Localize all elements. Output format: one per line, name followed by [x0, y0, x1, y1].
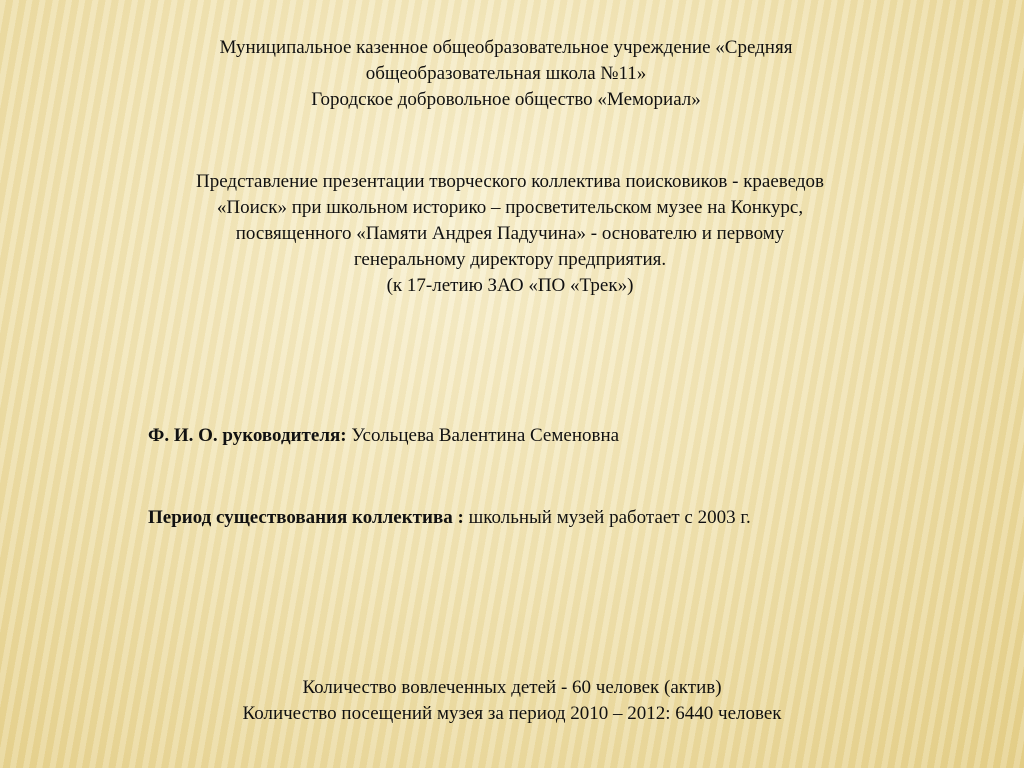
presentation-line: (к 17-летию ЗАО «ПО «Трек») [386, 275, 634, 296]
institution-header [0, 35, 1018, 113]
leader-field [148, 423, 619, 449]
leader-value: Усольцева Валентина Семеновна [346, 425, 620, 446]
presentation-line: генеральному директору предприятия. [353, 249, 667, 270]
header-line: общеобразовательная школа №11» [365, 63, 647, 84]
period-value: школьный музей работает с 2003 г. [463, 507, 751, 528]
leader-label: Ф. И. О. руководителя: [148, 425, 347, 446]
stats-block [0, 675, 1024, 727]
header-line: Городское добровольное общество «Мемориал» [311, 89, 701, 110]
presentation-line: посвященного «Памяти Андрея Падучина» - основателю и первому [235, 223, 785, 244]
presentation-line: «Поиск» при школьном историко – просветительском музее на Конкурс, [216, 197, 804, 218]
header-line: Муниципальное казенное общеобразовательное учреждение «Средняя [219, 37, 793, 58]
period-label: Период существования коллектива : [148, 507, 464, 528]
presentation-line: Представление презентации творческого коллектива поисковиков - краеведов [196, 171, 824, 192]
period-field [148, 505, 751, 531]
presentation-description [0, 169, 1022, 299]
stats-line-visits: Количество посещений музея за период 2010 – 2012: 6440 человек [242, 703, 782, 724]
stats-line-children: Количество вовлеченных детей - 60 человек (актив) [302, 677, 722, 698]
